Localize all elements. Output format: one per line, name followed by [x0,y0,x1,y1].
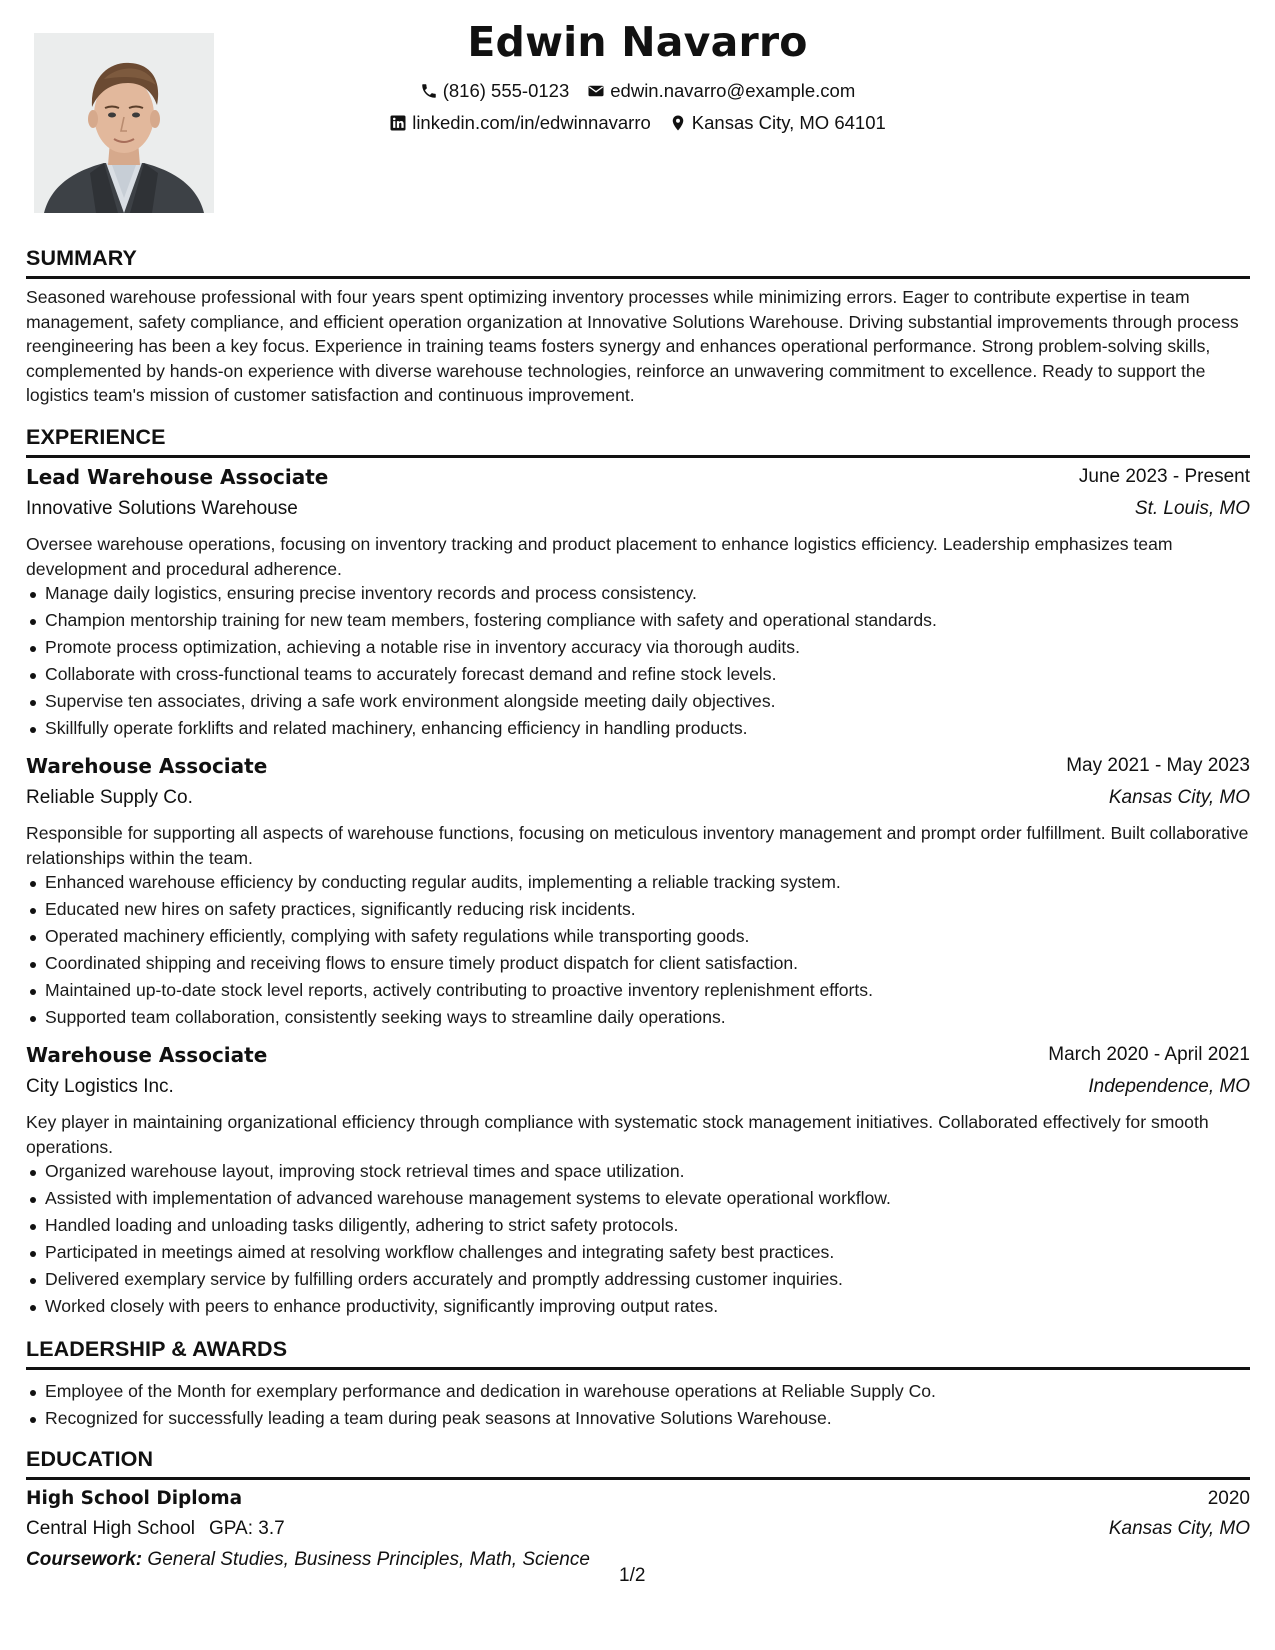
list-item: Delivered exemplary service by fulfilling orders accurately and promptly addressing customer inquiries. [26,1266,1250,1293]
list-item: Coordinated shipping and receiving flows to ensure timely product dispatch for client satisfaction. [26,950,1250,977]
job-location: St. Louis, MO [1134,498,1250,519]
experience-divider [26,455,1250,458]
list-item: Educated new hires on safety practices, significantly reducing risk incidents. [26,896,1250,923]
contact-row-secondary [0,112,1275,134]
education-divider [26,1477,1250,1480]
summary-text: Seasoned warehouse professional with four years spent optimizing inventory processes while minimizing errors. Eager to contribute expertise in team management, safety compliance, and efficient operation organization at Innovative Solutions Warehouse. Driving substantial improvements through process reengineering has been a key focus. Experience in training teams fosters synergy and enhances operational performance. Strong problem-solving skills, complemented by hands-on experience with diverse warehouse technologies, reinforce an unwavering commitment to excellence. Ready to support the logistics team's mission of customer satisfaction and continuous improvement. [26,287,1239,405]
candidate-name: Edwin Navarro [467,18,808,66]
summary-heading: SUMMARY [26,246,137,270]
degree-title: High School Diploma [26,1488,243,1509]
list-item: Collaborate with cross-functional teams to accurately forecast demand and refine stock levels. [26,661,1250,688]
list-item: Enhanced warehouse efficiency by conducting regular audits, implementing a reliable tracking system. [26,869,1250,896]
job-location: Kansas City, MO [1108,787,1250,808]
list-item: Organized warehouse layout, improving stock retrieval times and space utilization. [26,1158,1250,1185]
list-item: Supported team collaboration, consistently seeking ways to streamline daily operations. [26,1004,1250,1031]
awards-divider [26,1367,1250,1370]
job-bullets [26,580,1250,742]
list-item: Operated machinery efficiently, complying with safety regulations while transporting goods. [26,923,1250,950]
list-item: Employee of the Month for exemplary performance and dedication in warehouse operations at Reliable Supply Co. [26,1378,1250,1405]
summary-divider [26,276,1250,279]
job-bullets [26,869,1250,1031]
list-item: Manage daily logistics, ensuring precise inventory records and process consistency. [26,580,1250,607]
job-description: Responsible for supporting all aspects of warehouse functions, focusing on meticulous inventory management and prompt order fulfillment. Built collaborative relationships within the team. [26,823,1249,868]
graduation-year: 2020 [1207,1488,1250,1509]
job-bullets [26,1158,1250,1320]
contact-location [669,112,886,134]
list-item: Worked closely with peers to enhance productivity, significantly improving output rates. [26,1293,1250,1320]
job-title: Lead Warehouse Associate [26,465,329,489]
list-item: Assisted with implementation of advanced warehouse management systems to elevate operational workflow. [26,1185,1250,1212]
linkedin-link[interactable]: linkedin.com/in/edwinnavarro [412,112,651,133]
list-item: Maintained up-to-date stock level reports, actively contributing to proactive inventory replenishment efforts. [26,977,1250,1004]
school-name: Central High School [26,1518,195,1539]
list-item: Promote process optimization, achieving a notable rise in inventory accuracy via thorough audits. [26,634,1250,661]
page-number: 1/2 [619,1565,646,1586]
contact-phone [420,80,570,102]
contact-row-primary [0,80,1275,102]
list-item: Supervise ten associates, driving a safe work environment alongside meeting daily objectives. [26,688,1250,715]
job-dates: March 2020 - April 2021 [1048,1044,1250,1065]
coursework-label: Coursework: [26,1549,143,1570]
list-item: Champion mentorship training for new team members, fostering compliance with safety and operational standards. [26,607,1250,634]
job-title: Warehouse Associate [26,754,268,778]
experience-heading: EXPERIENCE [26,425,166,449]
job-company: Reliable Supply Co. [26,787,193,808]
contact-linkedin [389,112,651,134]
list-item: Recognized for successfully leading a team during peak seasons at Innovative Solutions Warehouse. [26,1405,1250,1432]
coursework-line [26,1549,590,1571]
job-company: Innovative Solutions Warehouse [26,498,298,519]
phone-icon [420,82,438,100]
contact-email [587,80,855,102]
education-heading: EDUCATION [26,1447,154,1471]
job-description: Key player in maintaining organizational efficiency through compliance with systematic stock management initiatives. Collaborated effectively for smooth operations. [26,1112,1209,1157]
job-dates: June 2023 - Present [1078,466,1250,487]
email-link[interactable]: edwin.navarro@example.com [610,80,856,101]
coursework-text: General Studies, Business Principles, Math, Science [147,1549,590,1570]
envelope-icon [587,82,605,100]
map-pin-icon [669,114,687,132]
list-item: Handled loading and unloading tasks diligently, adhering to strict safety protocols. [26,1212,1250,1239]
awards-heading: LEADERSHIP & AWARDS [26,1337,288,1361]
list-item: Skillfully operate forklifts and related machinery, enhancing efficiency in handling products. [26,715,1250,742]
awards-list [26,1378,1250,1432]
job-dates: May 2021 - May 2023 [1066,755,1250,776]
location-text: Kansas City, MO 64101 [691,112,886,133]
gpa-text: GPA: 3.7 [208,1518,285,1539]
phone-text[interactable]: (816) 555-0123 [442,80,570,101]
list-item: Participated in meetings aimed at resolving workflow challenges and integrating safety best practices. [26,1239,1250,1266]
linkedin-icon [389,114,407,132]
school-line [26,1518,285,1540]
school-location: Kansas City, MO [1108,1518,1250,1539]
job-title: Warehouse Associate [26,1043,268,1067]
job-company: City Logistics Inc. [26,1076,174,1097]
job-description: Oversee warehouse operations, focusing on inventory tracking and product placement to enhance logistics efficiency. Leadership emphasizes team development and procedural adherence. [26,534,1173,579]
job-location: Independence, MO [1088,1076,1250,1097]
